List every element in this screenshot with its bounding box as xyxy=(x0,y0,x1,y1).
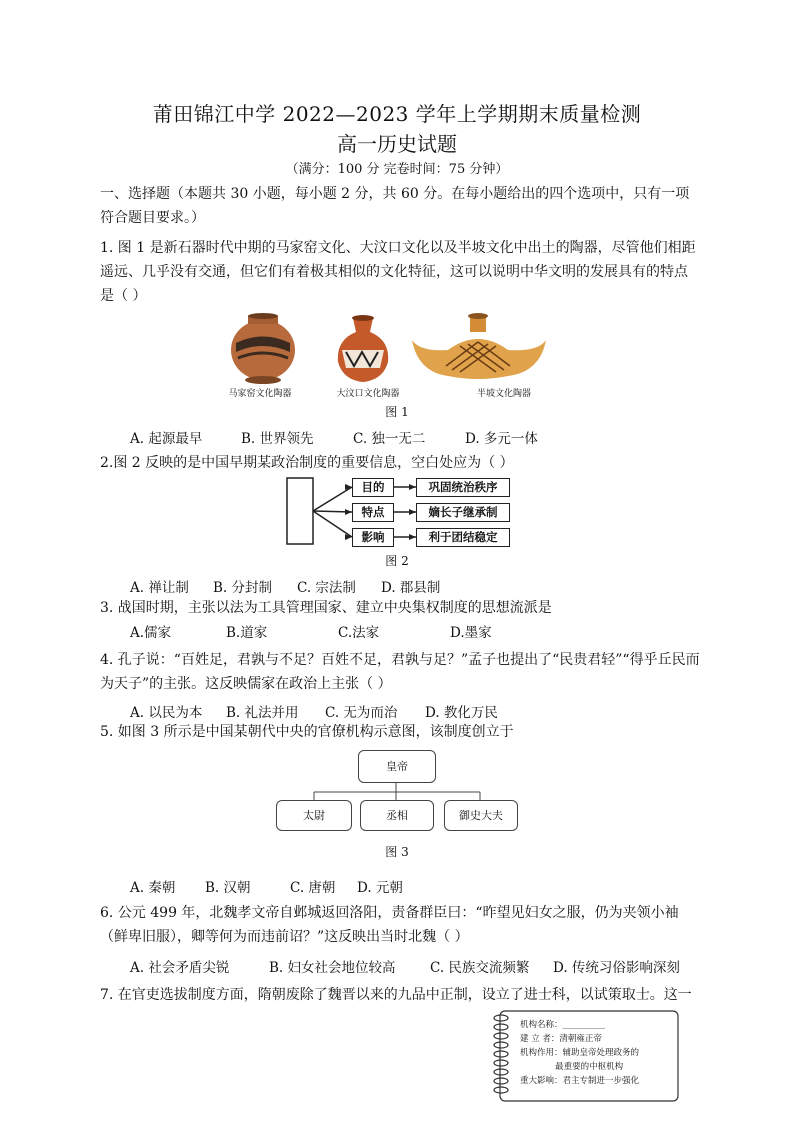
pot-label-banpo: 半坡文化陶器 xyxy=(476,389,531,399)
figure-1-caption: 图 1 xyxy=(385,405,409,419)
fig2-value-impact: 利于团结稳定 xyxy=(416,528,510,547)
fig2-value-feature: 嫡长子继承制 xyxy=(416,503,510,522)
figure-2-diagram xyxy=(286,476,516,548)
notecard-line-function-cont: 最重要的中枢机构 xyxy=(520,1062,624,1072)
banpo-pot-image xyxy=(412,313,546,379)
fig2-label-impact: 影响 xyxy=(352,528,394,547)
question-1-text: 1. 图 1 是新石器时代中期的马家窑文化、大汶口文化以及半坡文化中出土的陶器，尽管他们相距遥远、几乎没有交通，但它们有着极其相似的文化特征，这可以说明中华文明的发展具有的特点是（ ） xyxy=(100,240,696,304)
q6-option-b[interactable]: B. 妇女社会地位较高 xyxy=(269,960,396,976)
question-5-text: 5. 如图 3 所示是中国某朝代中央的官僚机构示意图，该制度创立于 xyxy=(100,724,514,740)
notecard-line-founder: 建 立 者：清朝雍正帝 xyxy=(520,1034,602,1044)
q2-option-c[interactable]: C. 宗法制 xyxy=(297,580,356,596)
question-4-text: 4. 孔子说：“百姓足，君孰与不足？百姓不足，君孰与足？”孟子也提出了“民贵君轻”“得乎丘民而为天子”的主张。这反映儒家在政治上主张（ ） xyxy=(100,652,700,692)
q5-option-c[interactable]: C. 唐朝 xyxy=(290,880,336,896)
section-instructions: 一、选择题（本题共 30 小题，每小题 2 分，共 60 分。在每小题给出的四个选项中，只有一项符合题目要求。） xyxy=(100,186,690,226)
org-chengxiang: 丞相 xyxy=(360,800,434,831)
q5-option-d[interactable]: D. 元朝 xyxy=(357,880,403,896)
fig2-value-purpose: 巩固统治秩序 xyxy=(416,478,510,497)
q1-option-d[interactable]: D. 多元一体 xyxy=(465,431,538,447)
question-3-text: 3. 战国时期，主张以法为工具管理国家、建立中央集权制度的思想流派是 xyxy=(100,600,552,616)
q6-option-c[interactable]: C. 民族交流频繁 xyxy=(430,960,530,976)
notecard-line-function: 机构作用：辅助皇帝处理政务的 xyxy=(520,1048,640,1058)
figure-3-caption: 图 3 xyxy=(385,845,409,859)
org-taiwei: 太尉 xyxy=(276,800,352,831)
pot-label-dawenkou: 大汶口文化陶器 xyxy=(336,389,400,399)
q4-option-c[interactable]: C. 无为而治 xyxy=(325,705,398,721)
pot-label-majiayao: 马家窑文化陶器 xyxy=(228,389,292,399)
dawenkou-pot-image xyxy=(338,315,388,382)
figure-3-orgchart xyxy=(274,748,520,832)
exam-subject: 高一历史试题 xyxy=(337,132,457,156)
q1-option-c[interactable]: C. 独一无二 xyxy=(353,431,426,447)
q3-option-d[interactable]: D.墨家 xyxy=(450,625,492,641)
q2-option-a[interactable]: A. 禅让制 xyxy=(130,580,189,596)
q4-option-b[interactable]: B. 礼法并用 xyxy=(226,705,299,721)
majiayao-pot-image xyxy=(231,313,295,384)
q3-option-c[interactable]: C.法家 xyxy=(338,625,380,641)
q3-option-a[interactable]: A.儒家 xyxy=(130,625,172,641)
exam-title: 莆田锦江中学 2022—2023 学年上学期期末质量检测 xyxy=(152,102,642,126)
figure-2-caption: 图 2 xyxy=(385,554,409,568)
q5-option-b[interactable]: B. 汉朝 xyxy=(205,880,251,896)
q4-option-a[interactable]: A. 以民为本 xyxy=(130,705,203,721)
fig2-label-purpose: 目的 xyxy=(352,478,394,497)
q2-option-d[interactable]: D. 郡县制 xyxy=(381,580,441,596)
org-yushidafu: 御史大夫 xyxy=(444,800,518,831)
q3-option-b[interactable]: B.道家 xyxy=(226,625,268,641)
question-6-text: 6. 公元 499 年，北魏孝文帝自邺城返回洛阳，责备群臣曰：“昨望见妇女之服，仍为夹领小袖（鲜卑旧服），卿等何为而违前诏？”这反映出当时北魏（ ） xyxy=(100,905,679,945)
exam-info: （满分：100 分 完卷时间：75 分钟） xyxy=(285,162,509,177)
notecard xyxy=(490,1010,682,1104)
q1-option-a[interactable]: A. 起源最早 xyxy=(130,431,203,447)
question-7-text: 7. 在官吏选拔制度方面，隋朝废除了魏晋以来的九品中正制，设立了进士科，以试策取士。这一 xyxy=(100,987,692,1003)
q1-option-b[interactable]: B. 世界领先 xyxy=(241,431,314,447)
q4-option-d[interactable]: D. 教化万民 xyxy=(425,705,498,721)
fig2-label-feature: 特点 xyxy=(352,503,394,522)
notecard-line-impact: 重大影响：君主专制进一步强化 xyxy=(520,1076,640,1086)
q2-option-b[interactable]: B. 分封制 xyxy=(213,580,273,596)
org-emperor: 皇帝 xyxy=(358,750,436,783)
notecard-line-name: 机构名称：__________ xyxy=(520,1020,606,1030)
q6-option-d[interactable]: D. 传统习俗影响深刻 xyxy=(553,960,680,976)
q6-option-a[interactable]: A. 社会矛盾尖锐 xyxy=(130,960,230,976)
q5-option-a[interactable]: A. 秦朝 xyxy=(130,880,176,896)
question-2-text: 2.图 2 反映的是中国早期某政治制度的重要信息，空白处应为（ ） xyxy=(100,455,514,471)
